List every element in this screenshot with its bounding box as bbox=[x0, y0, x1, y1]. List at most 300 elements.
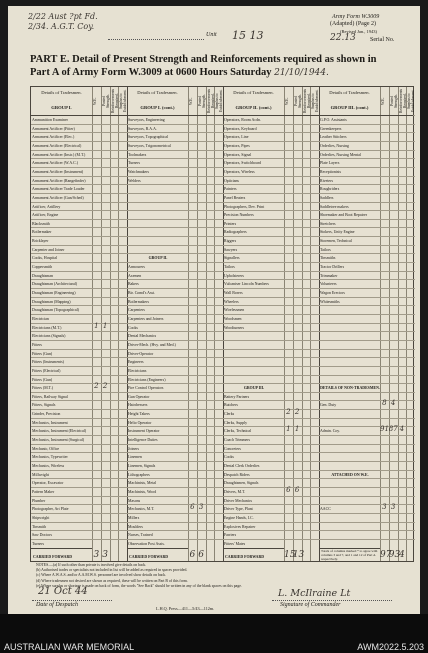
count-cells bbox=[380, 176, 415, 185]
trade-row: Helio Operator bbox=[127, 418, 188, 427]
trade-row: Admin. Coy. bbox=[319, 426, 380, 435]
count-cells bbox=[92, 158, 127, 167]
count-cells bbox=[284, 184, 319, 193]
trade-row: Mechanics, Wireless bbox=[31, 461, 92, 470]
count-cells bbox=[188, 461, 223, 470]
trade-row: Tailors bbox=[223, 262, 284, 271]
count-cells bbox=[188, 167, 223, 176]
column-header-sub: Surplus to Establishment. bbox=[215, 89, 224, 113]
count-cells bbox=[188, 210, 223, 219]
trade-row: Surveyors, Topographical bbox=[127, 132, 188, 141]
count-cells bbox=[188, 150, 223, 159]
count-cells bbox=[284, 115, 319, 124]
trade-row: Moulders bbox=[127, 522, 188, 531]
count-cells bbox=[380, 288, 415, 297]
column-header-sub: Posted Strength. bbox=[293, 94, 302, 108]
footnote-b: (b) Authorised trades or specialists not included in list will be added as required in spaces provided. bbox=[36, 568, 188, 573]
count-cells bbox=[188, 115, 223, 124]
count-cells bbox=[92, 513, 127, 522]
trade-row: Armourers bbox=[127, 262, 188, 271]
trade-row: Lithographers bbox=[127, 470, 188, 479]
count-cells bbox=[92, 124, 127, 133]
count-cells bbox=[188, 349, 223, 358]
trade-row: Fitters (Gun) bbox=[31, 349, 92, 358]
trade-row: Opticians bbox=[223, 176, 284, 185]
count-cells bbox=[92, 271, 127, 280]
trade-row: Operators, Keyboard bbox=[223, 124, 284, 133]
trade-row: Photographer, Art Plate bbox=[31, 504, 92, 513]
count-cells bbox=[188, 124, 223, 133]
count-cells bbox=[284, 167, 319, 176]
count-cells bbox=[92, 357, 127, 366]
count-cells bbox=[92, 470, 127, 479]
trade-row: Farriers bbox=[223, 530, 284, 539]
handwritten-count: 15 bbox=[284, 549, 296, 560]
count-cells bbox=[188, 193, 223, 202]
count-cells bbox=[188, 236, 223, 245]
count-cells bbox=[380, 478, 415, 487]
column-header-sub: Reinforcements Required. bbox=[206, 88, 215, 113]
trade-row bbox=[127, 202, 188, 211]
column-header-details: Details of Tradesmen. bbox=[41, 90, 82, 95]
count-cells bbox=[92, 530, 127, 539]
trade-row: Gen. Duty bbox=[319, 400, 380, 409]
trade-row: DETAILS OF NON-TRADESMEN. bbox=[319, 383, 380, 392]
count-cells bbox=[188, 245, 223, 254]
count-cells bbox=[380, 323, 415, 332]
count-cells bbox=[380, 305, 415, 314]
trade-row: Fitters, Railway Signal bbox=[31, 392, 92, 401]
column-header-group: GROUP I. bbox=[51, 105, 72, 110]
trade-row bbox=[319, 435, 380, 444]
count-cells bbox=[380, 444, 415, 453]
trade-row: Upholsterers bbox=[223, 271, 284, 280]
count-cells bbox=[92, 478, 127, 487]
trade-row: Precision Numbers bbox=[223, 210, 284, 219]
count-cells bbox=[92, 297, 127, 306]
trade-row bbox=[127, 245, 188, 254]
count-cells bbox=[188, 271, 223, 280]
handwritten-count: 1 bbox=[102, 321, 108, 330]
handwritten-count: 8 bbox=[382, 399, 387, 408]
count-cells bbox=[380, 357, 415, 366]
handwritten-unit-note-2: 2/34. A.G.T. Coy. bbox=[28, 22, 95, 31]
handwritten-count: 1 bbox=[286, 425, 291, 434]
handwritten-count: 93 bbox=[388, 549, 401, 560]
trade-row: Driver-Mech. (Hvy. and Med.) bbox=[127, 340, 188, 349]
count-cells bbox=[92, 210, 127, 219]
count-cells bbox=[92, 331, 127, 340]
signature-line bbox=[272, 600, 392, 601]
column-header-sub: Reinforcements Required. bbox=[302, 88, 311, 113]
footnote-d: (d) Where tradesmen not desired are shown as required, these will be written on Part B of this form. bbox=[36, 578, 188, 583]
count-cells bbox=[92, 522, 127, 531]
count-cells bbox=[284, 202, 319, 211]
column-header-sub: W.E. bbox=[93, 97, 97, 105]
trade-row: Draughtsmen, Signals bbox=[223, 478, 284, 487]
title-line-2-text: Part A of Army Form W.3009 at 0600 Hours Saturday bbox=[30, 67, 272, 78]
trade-row: Bakers bbox=[127, 279, 188, 288]
trade-row: Panel Beaters bbox=[223, 193, 284, 202]
count-cells bbox=[284, 305, 319, 314]
trade-row: Signallers bbox=[223, 253, 284, 262]
trade-row: Surveyors, R.A.A. bbox=[127, 124, 188, 133]
handwritten-count: 87 bbox=[388, 425, 398, 434]
trade-row: Wheelers bbox=[223, 297, 284, 306]
trade-row: Boilermakers bbox=[127, 297, 188, 306]
handwritten-count: 1 bbox=[294, 425, 300, 434]
column-header-details: Details of Tradesmen. bbox=[329, 90, 370, 95]
handwritten-count: 6 bbox=[189, 549, 196, 560]
trade-row: Carpenters bbox=[127, 305, 188, 314]
trade-row: Engine Hands, I.C. bbox=[223, 513, 284, 522]
count-cells bbox=[284, 288, 319, 297]
trade-row bbox=[319, 513, 380, 522]
count-cells bbox=[92, 167, 127, 176]
count-cells bbox=[380, 530, 415, 539]
trade-row: Operators, Pipes bbox=[223, 141, 284, 150]
trade-row: Linemen bbox=[127, 452, 188, 461]
count-cells bbox=[380, 366, 415, 375]
trade-row: Tractor Drillers bbox=[319, 262, 380, 271]
column-header-sub: Posted Strength. bbox=[197, 94, 206, 108]
trade-row: Clerks bbox=[223, 409, 284, 418]
trade-row: Driver-Operator bbox=[127, 349, 188, 358]
trade-row: Mechanics, Instrument (Electrical) bbox=[31, 426, 92, 435]
despatch-label: Date of Despatch bbox=[36, 602, 78, 608]
trade-row: Armament Artificer (Elec.) bbox=[31, 132, 92, 141]
count-cells bbox=[188, 314, 223, 323]
trade-row: Surveyors, Engineering bbox=[127, 115, 188, 124]
trade-row: Driver Type, Plant bbox=[223, 504, 284, 513]
count-cells bbox=[380, 219, 415, 228]
count-cells bbox=[92, 253, 127, 262]
trade-row: Electricians (Signals) bbox=[31, 331, 92, 340]
handwritten-count: 6 bbox=[294, 485, 300, 494]
count-cells bbox=[92, 262, 127, 271]
count-cells bbox=[92, 504, 127, 513]
trade-row: Leather Stitchers bbox=[319, 132, 380, 141]
column-header-group: GROUP III. (cont.) bbox=[330, 105, 369, 110]
count-cells bbox=[380, 262, 415, 271]
count-cells bbox=[188, 452, 223, 461]
count-cells bbox=[92, 452, 127, 461]
trade-row: Armament Artificer (Rangefinder) bbox=[31, 176, 92, 185]
trade-row bbox=[223, 357, 284, 366]
count-cells bbox=[284, 375, 319, 384]
count-cells bbox=[188, 513, 223, 522]
trade-row: Draughtsman (Topographical) bbox=[31, 305, 92, 314]
count-cells bbox=[188, 141, 223, 150]
serial-value: 22.13 bbox=[330, 33, 356, 43]
count-cells bbox=[284, 357, 319, 366]
trade-row: Saddletree makers bbox=[319, 202, 380, 211]
count-cells bbox=[284, 392, 319, 401]
count-cells bbox=[380, 227, 415, 236]
count-cells bbox=[92, 236, 127, 245]
handwritten-count: 13 bbox=[292, 549, 305, 560]
trade-row: Fitters (Instruments) bbox=[31, 357, 92, 366]
count-cells bbox=[380, 375, 415, 384]
column-header-sub: W.E. bbox=[381, 97, 385, 105]
handwritten-count: 91 bbox=[380, 425, 389, 434]
trade-row: Millers bbox=[127, 513, 188, 522]
carried-forward-label: Totals of columns marked * to agree with columns 3 and 7, and 1 and 12 of Part A respectively. bbox=[319, 548, 380, 564]
trade-row: Saw Doctors bbox=[31, 530, 92, 539]
strength-table bbox=[30, 86, 414, 562]
count-cells bbox=[188, 323, 223, 332]
trade-row bbox=[319, 418, 380, 427]
trade-row: Grinder, Precision bbox=[31, 409, 92, 418]
count-cells bbox=[92, 392, 127, 401]
footnote-c: (c) Where A.W.A.S. and/or A.A.M.W.S. personnel are involved show details on back. bbox=[36, 573, 167, 578]
trade-row: Dental Clerk Orderlies bbox=[223, 461, 284, 470]
trade-row: Draughtsman bbox=[31, 271, 92, 280]
count-cells bbox=[284, 262, 319, 271]
trade-row bbox=[223, 366, 284, 375]
trade-row: Fitters, Signals bbox=[31, 400, 92, 409]
handwritten-count: 2 bbox=[94, 382, 99, 391]
trade-row: Toolmakers bbox=[127, 150, 188, 159]
count-cells bbox=[188, 262, 223, 271]
count-cells bbox=[380, 435, 415, 444]
serial-label: Serial No. bbox=[370, 37, 395, 43]
count-cells bbox=[284, 461, 319, 470]
count-cells bbox=[284, 124, 319, 133]
trade-row: Clerks, Technical bbox=[223, 426, 284, 435]
trade-row: Linemen, Signals bbox=[127, 461, 188, 470]
column-header-details: Details of Tradesmen. bbox=[137, 90, 178, 95]
count-cells bbox=[188, 357, 223, 366]
trade-row bbox=[319, 305, 380, 314]
signature-label: Signature of Commander bbox=[280, 602, 341, 608]
column-header-sub: Posted Strength. bbox=[101, 94, 110, 108]
count-cells bbox=[380, 522, 415, 531]
footnote-a: NOTES.—(a) If such other than private is involved give details on back. bbox=[36, 563, 147, 567]
count-cells bbox=[380, 461, 415, 470]
count-cells bbox=[284, 323, 319, 332]
count-cells bbox=[284, 314, 319, 323]
trade-row: Shipwright bbox=[31, 513, 92, 522]
trade-row: Photographers, Dev. Print bbox=[223, 202, 284, 211]
trade-row: Carpenter and Joiner bbox=[31, 245, 92, 254]
trade-row: Mechanics, Typewriter bbox=[31, 452, 92, 461]
trade-row bbox=[319, 496, 380, 505]
count-cells bbox=[284, 210, 319, 219]
trade-row bbox=[127, 236, 188, 245]
trade-row: Tinsmiths bbox=[319, 253, 380, 262]
trade-row: Masons bbox=[127, 496, 188, 505]
column-header-sub: Surplus to Establishment. bbox=[119, 89, 128, 113]
count-cells bbox=[188, 426, 223, 435]
count-cells bbox=[188, 340, 223, 349]
header-rule bbox=[31, 115, 413, 116]
count-cells bbox=[284, 539, 319, 548]
count-cells bbox=[92, 444, 127, 453]
column-header-sub: Reinforcements Required. bbox=[110, 88, 119, 113]
trade-row: Axemen bbox=[127, 271, 188, 280]
column-header-sub: W.E. bbox=[285, 97, 289, 105]
count-cells bbox=[284, 158, 319, 167]
count-cells bbox=[380, 279, 415, 288]
column-header-sub: Surplus to Establishment. bbox=[311, 89, 320, 113]
trade-row bbox=[319, 530, 380, 539]
count-cells bbox=[380, 167, 415, 176]
trade-row: Draughtsman (Engineering) bbox=[31, 288, 92, 297]
count-cells bbox=[188, 219, 223, 228]
trade-row: Battery Partners bbox=[223, 392, 284, 401]
count-cells bbox=[284, 470, 319, 479]
count-cells bbox=[380, 539, 415, 548]
trade-row: Gun Operator bbox=[127, 392, 188, 401]
column-header-sub: Reinforcements Required. bbox=[398, 88, 407, 113]
count-cells bbox=[188, 331, 223, 340]
trade-row: Instrument Operator bbox=[127, 426, 188, 435]
trade-row: Concreters bbox=[223, 444, 284, 453]
carried-forward-label: CARRIED FORWARD bbox=[127, 548, 188, 564]
trade-row: Operators, Room Acdn. bbox=[223, 115, 284, 124]
count-cells bbox=[188, 470, 223, 479]
count-cells bbox=[188, 444, 223, 453]
trade-row: Operator, Excavator bbox=[31, 478, 92, 487]
trade-row: Coppersmith bbox=[31, 262, 92, 271]
trade-row: Saddlers bbox=[319, 193, 380, 202]
count-cells bbox=[380, 202, 415, 211]
column-header-details: Details of Tradesmen. bbox=[233, 90, 274, 95]
count-cells bbox=[188, 392, 223, 401]
handwritten-count: 6 bbox=[198, 549, 204, 560]
trade-row bbox=[319, 314, 380, 323]
count-cells bbox=[380, 331, 415, 340]
carried-forward-label: CARRIED FORWARD bbox=[223, 548, 284, 564]
caption-source: AUSTRALIAN WAR MEMORIAL bbox=[4, 642, 135, 652]
count-cells bbox=[380, 236, 415, 245]
trade-row: Ammunition Examiner bbox=[31, 115, 92, 124]
trade-row: Electricians (M.T.) bbox=[31, 323, 92, 332]
count-cells bbox=[188, 383, 223, 392]
unit-dotted-line bbox=[108, 39, 204, 40]
trade-row: Despatch Riders bbox=[223, 470, 284, 479]
trade-row: Whitesmiths bbox=[319, 297, 380, 306]
count-cells bbox=[92, 435, 127, 444]
trade-row: G.P.O. Assistants bbox=[319, 115, 380, 124]
handwritten-count: 4 bbox=[390, 399, 396, 408]
trade-row: Welders bbox=[127, 176, 188, 185]
count-cells bbox=[284, 245, 319, 254]
count-cells bbox=[92, 141, 127, 150]
trade-row: Cooks, Hospital bbox=[31, 253, 92, 262]
trade-row: Electricians (Engineers) bbox=[127, 375, 188, 384]
trade-row: Shoemaker and Boot Repairer bbox=[319, 210, 380, 219]
count-cells bbox=[92, 400, 127, 409]
handwritten-count: 2 bbox=[286, 408, 291, 417]
trade-row: Armament Artificer (Fitter) bbox=[31, 124, 92, 133]
count-cells bbox=[188, 539, 223, 548]
column-header-group: GROUP II. (cont.) bbox=[235, 105, 272, 110]
trade-row: Volunteers bbox=[319, 279, 380, 288]
trade-row: Operators, Switchboard bbox=[223, 158, 284, 167]
count-cells bbox=[284, 530, 319, 539]
count-cells bbox=[92, 539, 127, 548]
trade-row: Draughtsman (Mapping) bbox=[31, 297, 92, 306]
title-line-2 bbox=[30, 66, 410, 80]
count-cells bbox=[92, 461, 127, 470]
trade-row: GROUP II. bbox=[127, 253, 188, 262]
count-cells bbox=[284, 227, 319, 236]
count-cells bbox=[284, 132, 319, 141]
commander-signature: L. McIlraine Lt bbox=[278, 588, 351, 599]
trade-row bbox=[127, 210, 188, 219]
trade-row: Stretchers bbox=[319, 219, 380, 228]
trade-row: Mechanics, Instrument (Surgical) bbox=[31, 435, 92, 444]
trade-row: Fitters (M.T.) bbox=[31, 383, 92, 392]
count-cells bbox=[92, 132, 127, 141]
count-cells bbox=[380, 245, 415, 254]
count-cells bbox=[92, 176, 127, 185]
count-cells bbox=[284, 176, 319, 185]
count-cells bbox=[284, 279, 319, 288]
trade-row: Orderlies, Nursing bbox=[319, 141, 380, 150]
count-cells bbox=[92, 279, 127, 288]
count-cells bbox=[380, 141, 415, 150]
count-cells bbox=[284, 331, 319, 340]
count-cells bbox=[284, 236, 319, 245]
count-cells bbox=[188, 279, 223, 288]
trade-row: Wirelessmen bbox=[223, 305, 284, 314]
count-cells bbox=[284, 141, 319, 150]
trade-row bbox=[127, 193, 188, 202]
trade-row: Intelligence Duties bbox=[127, 435, 188, 444]
trade-row bbox=[127, 219, 188, 228]
count-cells bbox=[188, 435, 223, 444]
handwritten-count: 6 bbox=[190, 503, 195, 512]
trade-row: Surveyors, Trigonometrical bbox=[127, 141, 188, 150]
trade-row: Observation Post Assts. bbox=[127, 539, 188, 548]
count-cells bbox=[92, 288, 127, 297]
unit-value: 15 13 bbox=[232, 29, 264, 42]
trade-row bbox=[319, 357, 380, 366]
trade-row: Electrician bbox=[31, 314, 92, 323]
column-header-sub: W.E. bbox=[189, 97, 193, 105]
count-cells bbox=[188, 288, 223, 297]
trade-row: Wall Borers bbox=[223, 288, 284, 297]
trade-row: Trimmaker bbox=[319, 271, 380, 280]
count-cells bbox=[92, 418, 127, 427]
trade-row: Butchers bbox=[223, 400, 284, 409]
trade-row: Riveters bbox=[319, 176, 380, 185]
handwritten-count: 2 bbox=[102, 382, 108, 391]
trade-row bbox=[319, 522, 380, 531]
count-cells bbox=[380, 340, 415, 349]
count-cells bbox=[380, 124, 415, 133]
trade-row: Explosives Repairer bbox=[223, 522, 284, 531]
trade-row: AACC bbox=[319, 504, 380, 513]
count-cells bbox=[92, 340, 127, 349]
handwritten-count: 1 bbox=[94, 321, 99, 330]
count-cells bbox=[92, 426, 127, 435]
trade-row bbox=[319, 409, 380, 418]
count-cells bbox=[188, 132, 223, 141]
count-cells bbox=[188, 400, 223, 409]
trade-row: Artificer, Engine bbox=[31, 210, 92, 219]
unit-label: Unit bbox=[206, 32, 217, 38]
trade-row: Painters bbox=[223, 184, 284, 193]
count-cells bbox=[92, 409, 127, 418]
trade-row: Fitters' Mates bbox=[223, 539, 284, 548]
trade-row: Mechanic, Office bbox=[31, 444, 92, 453]
trade-row: Machinists, Wood bbox=[127, 487, 188, 496]
press-reference: L.H.Q. Press—411—5/43—112m. bbox=[156, 606, 215, 611]
